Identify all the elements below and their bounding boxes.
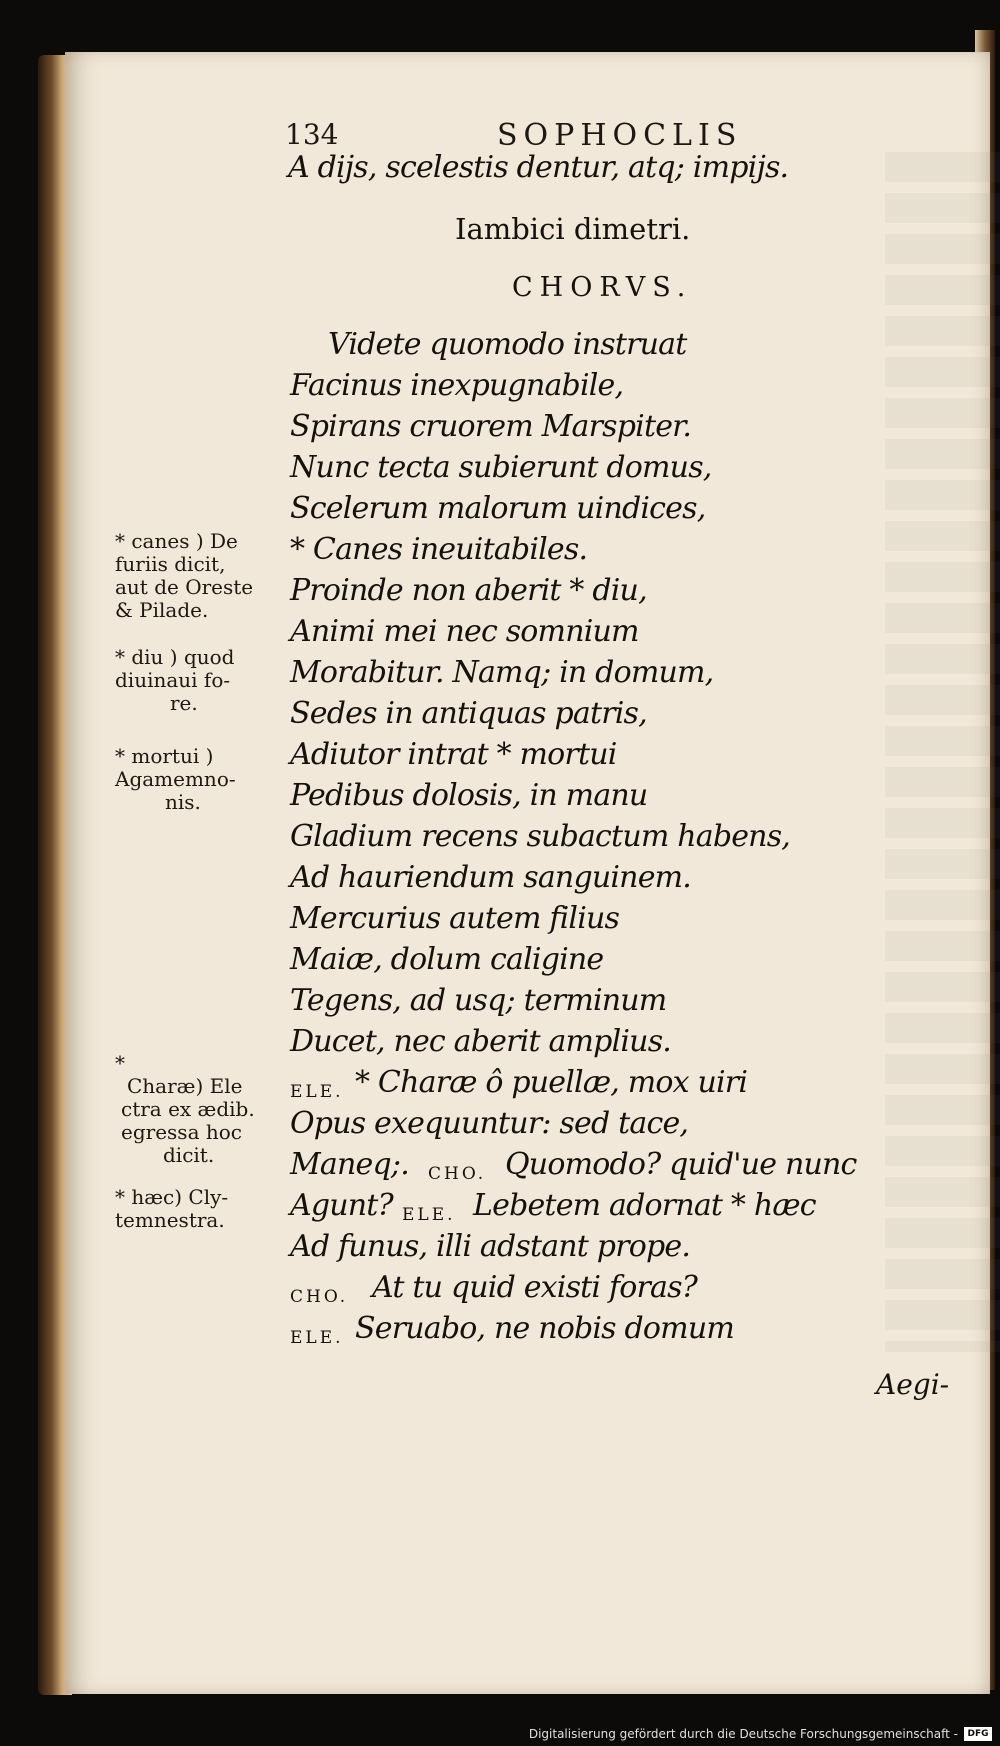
verse-line: Quomodo? quid'ue nunc xyxy=(505,1147,857,1182)
verse-line: Videte quomodo instruat xyxy=(328,327,687,362)
verse-line: * Charæ ô puellæ, mox uiri xyxy=(355,1065,748,1100)
marginal-note xyxy=(115,1052,255,1167)
note-line: diuinaui fo- xyxy=(115,668,231,692)
note-line: furiis dicit, xyxy=(115,552,226,576)
verse-line: Opus exequuntur: sed tace, xyxy=(290,1106,689,1141)
note-line: Agamemno- xyxy=(115,767,236,791)
show-through-text xyxy=(885,152,1000,1352)
note-line: ctra ex ædib. xyxy=(121,1097,255,1121)
speaker-label: ELE. xyxy=(290,1082,344,1102)
verse-line: Scelerum malorum uindices, xyxy=(290,491,706,526)
verse-line: Maiæ, dolum caligine xyxy=(290,942,604,977)
verse-line: A dijs, scelestis dentur, atq; impijs. xyxy=(288,150,789,185)
marginal-note xyxy=(115,1186,228,1232)
funding-credit: Digitalisierung gefördert durch die Deutsche Forschungsgemeinschaft - xyxy=(528,1727,958,1741)
note-line: * mortui ) xyxy=(115,744,214,768)
note-line: nis. xyxy=(165,790,201,814)
verse-line: Seruabo, ne nobis domum xyxy=(355,1311,734,1346)
verse-line: Agunt? xyxy=(290,1188,393,1223)
speaker-label: CHO. xyxy=(428,1164,487,1184)
verse-line: Lebetem adornat * hæc xyxy=(473,1188,816,1223)
marginal-note xyxy=(115,530,253,622)
marginal-note xyxy=(115,646,234,715)
verse-line: Spirans cruorem Marspiter. xyxy=(290,409,692,444)
note-line: egressa hoc xyxy=(121,1120,242,1144)
verse-line: Morabitur. Namq; in domum, xyxy=(290,655,714,690)
note-line: temnestra. xyxy=(115,1208,225,1232)
catchword: Aegi- xyxy=(876,1368,950,1401)
verse-line: Mercurius autem filius xyxy=(290,901,620,936)
verse-line: Sedes in antiquas patris, xyxy=(290,696,647,731)
verse-line: Facinus inexpugnabile, xyxy=(290,368,624,403)
marginal-note xyxy=(115,745,236,814)
speaker-label: ELE. xyxy=(402,1205,456,1225)
verse-line: At tu quid existi foras? xyxy=(372,1270,698,1305)
chorus-heading: CHORVS. xyxy=(512,272,693,303)
verse-line: Ad hauriendum sanguinem. xyxy=(290,860,692,895)
speaker-label: CHO. xyxy=(290,1287,349,1307)
verse-line: Ducet, nec aberit amplius. xyxy=(290,1024,672,1059)
verse-line: Nunc tecta subierunt domus, xyxy=(290,450,712,485)
note-line: & Pilade. xyxy=(115,598,209,622)
verse-line: Adiutor intrat * mortui xyxy=(290,737,617,772)
verse-line: Pedibus dolosis, in manu xyxy=(290,778,648,813)
note-line: Charæ) Ele xyxy=(127,1074,243,1098)
verse-line: Gladium recens subactum habens, xyxy=(290,819,791,854)
page-number: 134 xyxy=(285,118,339,151)
note-line: * hæc) Cly- xyxy=(115,1185,229,1209)
note-line: dicit. xyxy=(163,1143,215,1167)
note-line: aut de Oreste xyxy=(115,575,254,599)
speaker-label: ELE. xyxy=(290,1328,344,1348)
verse-line: Proinde non aberit * diu, xyxy=(290,573,647,608)
verse-line: Tegens, ad usq; terminum xyxy=(290,983,667,1018)
running-title: SOPHOCLIS xyxy=(497,118,743,153)
verse-line: Maneq;. xyxy=(290,1147,409,1182)
meter-heading: Iambici dimetri. xyxy=(455,212,691,246)
dfg-logo: DFG xyxy=(964,1727,992,1741)
verse-line: Ad funus, illi adstant prope. xyxy=(290,1229,691,1264)
verse-line: Animi mei nec somnium xyxy=(290,614,639,649)
note-line: * diu ) quod xyxy=(115,645,235,669)
verse-line: * Canes ineuitabiles. xyxy=(290,532,588,567)
note-line: * canes ) De xyxy=(115,529,238,553)
note-line: re. xyxy=(170,691,198,715)
note-line: * xyxy=(115,1051,125,1075)
